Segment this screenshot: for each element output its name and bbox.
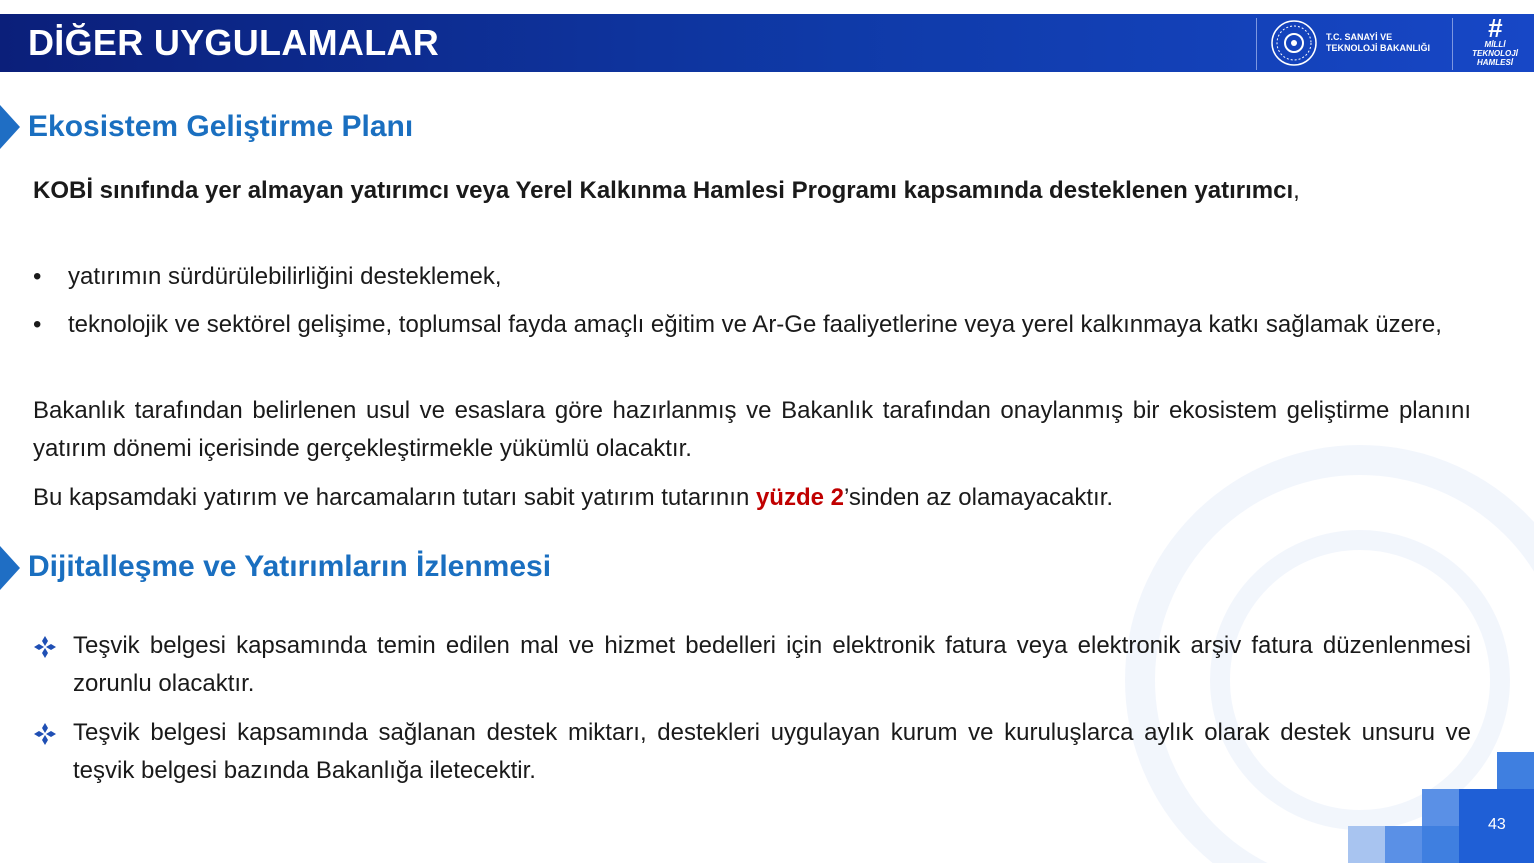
- milli-teknoloji-logo: [1460, 13, 1530, 70]
- brand-line-3: HAMLESİ: [1477, 58, 1513, 67]
- bullet-dot: •: [33, 263, 42, 290]
- logo-area: [1256, 14, 1534, 72]
- bullet-text: yatırımın sürdürülebilirliğini desteklemek,: [68, 263, 502, 290]
- list-item: [33, 306, 1471, 382]
- corner-square: [1422, 826, 1459, 863]
- bullet-text: Teşvik belgesi kapsamında sağlanan destek miktarı, destekleri uygulayan kurum ve kuruluşlarca aylık olarak destek unsuru ve teşvik belgesi bazında Bakanlığa iletecektir.: [73, 719, 1471, 784]
- list-item: [33, 714, 1471, 790]
- logo-divider: [1256, 18, 1257, 70]
- diamond-bullet-icon: [33, 635, 57, 659]
- bullet-text: Teşvik belgesi kapsamında temin edilen mal ve hizmet bedelleri için elektronik fatura veya elektronik arşiv fatura düzenlenmesi zorunlu olacaktır.: [73, 632, 1471, 697]
- ministry-name: [1326, 32, 1430, 54]
- corner-square: [1385, 826, 1422, 863]
- intro-paragraph: [33, 172, 1471, 210]
- bullet-dot: •: [33, 311, 42, 338]
- bullet-text: teknolojik ve sektörel gelişime, toplumsal fayda amaçlı eğitim ve Ar-Ge faaliyetlerine veya yerel kalkınmaya katkı sağlamak üzere,: [68, 311, 1442, 338]
- intro-bold: KOBİ sınıfında yer almayan yatırımcı veya Yerel Kalkınma Hamlesi Programı kapsamında desteklenen yatırımcı: [33, 177, 1294, 204]
- page-title: DİĞER UYGULAMALAR: [28, 22, 440, 63]
- percentage-highlight: yüzde 2: [755, 484, 844, 511]
- ministry-line-1: T.C. SANAYİ VE: [1326, 32, 1393, 42]
- logo-divider: [1452, 18, 1453, 70]
- percentage-pre: Bu kapsamdaki yatırım ve harcamaların tutarı sabit yatırım tutarının: [33, 484, 756, 511]
- diamond-bullet-icon: [33, 722, 57, 746]
- list-item: [33, 258, 1471, 296]
- section-arrow-icon: [0, 105, 20, 149]
- ministry-line-2: TEKNOLOJİ BAKANLIĞI: [1326, 43, 1431, 53]
- obligation-paragraph: Bakanlık tarafından belirlenen usul ve esaslara göre hazırlanmış ve Bakanlık tarafından onaylanmış bir ekosistem geliştirme planını yatırım dönemi içerisinde gerçekleştirmekle yükümlü olacaktır.: [33, 397, 1471, 462]
- corner-square: [1422, 789, 1459, 826]
- brand-line-1: MİLLİ: [1484, 40, 1506, 49]
- section-title-dijitallesme: Dijitalleşme ve Yatırımların İzlenmesi: [28, 550, 552, 583]
- list-item: [33, 627, 1471, 703]
- header-bar: [0, 14, 1534, 72]
- corner-square: [1348, 826, 1385, 863]
- percentage-post: ’sinden az olamayacaktır.: [843, 484, 1114, 511]
- section-title-ekosistem: Ekosistem Geliştirme Planı: [28, 110, 414, 143]
- brand-line-2: TEKNOLOJİ: [1472, 49, 1518, 58]
- section-arrow-icon: [0, 546, 20, 590]
- brand-hash: #: [1487, 13, 1503, 43]
- percentage-paragraph: [33, 479, 1471, 517]
- corner-square: [1497, 752, 1534, 789]
- page-number: 43: [1488, 816, 1506, 833]
- intro-tail: ,: [1293, 177, 1300, 204]
- ministry-seal-icon: [1270, 19, 1318, 67]
